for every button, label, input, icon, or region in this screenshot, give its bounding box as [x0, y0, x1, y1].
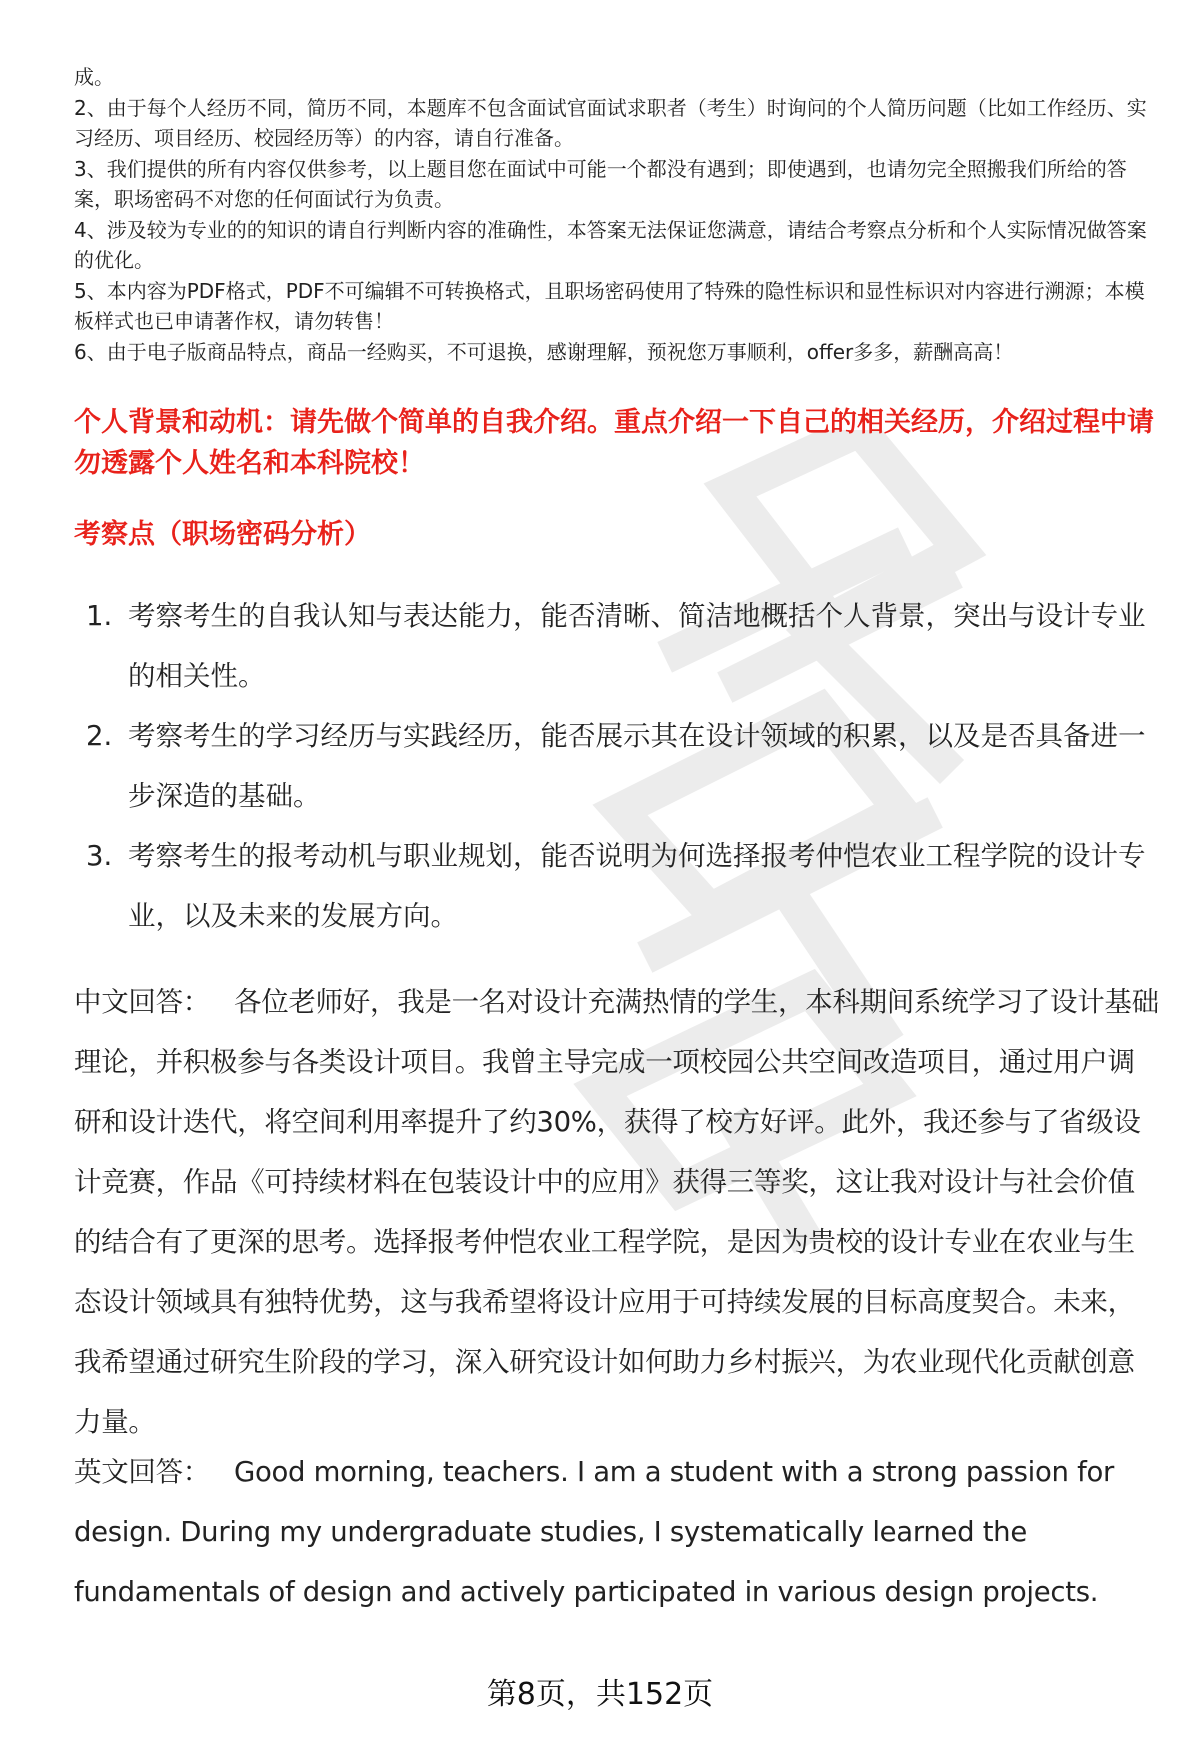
- assessment-point: [74, 586, 1159, 706]
- english-answer-label: 英文回答：: [74, 1456, 210, 1488]
- note-item: 成。: [74, 65, 114, 89]
- english-answer-text: Good morning, teachers. I am a student with a strong passion for design. During my undergraduate studies, I systematically learned the fundamentals of design and actively participated in various design projects.: [74, 1456, 1115, 1608]
- note-item: 2、由于每个人经历不同，简历不同，本题库不包含面试官面试求职者（考生）时询问的个人简历问题（比如工作经历、实习经历、项目经历、校园经历等）的内容，请自行准备。: [74, 95, 1147, 150]
- question-heading: 个人背景和动机：请先做个简单的自我介绍。重点介绍一下自己的相关经历，介绍过程中请勿透露个人姓名和本科院校！: [74, 407, 1154, 479]
- point-text: 考察考生的报考动机与职业规划，能否说明为何选择报考仲恺农业工程学院的设计专业，以及未来的发展方向。: [128, 840, 1146, 932]
- note-item: 5、本内容为PDF格式，PDF不可编辑不可转换格式，且职场密码使用了特殊的隐性标识和显性标识对内容进行溯源；本模板样式也已申请著作权，请勿转售！: [74, 278, 1145, 333]
- disclaimer-notes: [74, 62, 1159, 367]
- chinese-answer: [74, 972, 1159, 1452]
- page-content: [74, 62, 1159, 1608]
- assessment-point: [74, 706, 1159, 826]
- point-number: 3.: [86, 840, 113, 872]
- english-answer: [74, 1442, 1159, 1622]
- note-item: 3、我们提供的所有内容仅供参考，以上题目您在面试中可能一个都没有遇到；即使遇到，也请勿完全照搬我们所给的答案，职场密码不对您的任何面试行为负责。: [74, 156, 1127, 211]
- point-number: 2.: [86, 720, 113, 752]
- point-text: 考察考生的自我认知与表达能力，能否清晰、简洁地概括个人背景，突出与设计专业的相关性。: [128, 600, 1146, 692]
- page-number-footer: 第8页，共152页: [486, 1677, 714, 1712]
- note-item: 6、由于电子版商品特点，商品一经购买，不可退换，感谢理解，预祝您万事顺利，offer多多，薪酬高高！: [74, 339, 1014, 364]
- assessment-points-heading: 考察点（职场密码分析）: [74, 519, 371, 550]
- chinese-answer-label: 中文回答：: [74, 986, 210, 1018]
- assessment-points-list: [74, 586, 1159, 946]
- note-item: 4、涉及较为专业的的知识的请自行判断内容的准确性，本答案无法保证您满意，请结合考察点分析和个人实际情况做答案的优化。: [74, 217, 1147, 272]
- point-number: 1.: [86, 600, 113, 632]
- chinese-answer-text: 各位老师好，我是一名对设计充满热情的学生，本科期间系统学习了设计基础理论，并积极参与各类设计项目。我曾主导完成一项校园公共空间改造项目，通过用户调研和设计迭代，将空间利用率提升了约30%，获得了校方好评。此外，我还参与了省级设计竞赛，作品《可持续材料在包装设计中的应用》获得三等奖，这让我对设计与社会价值的结合有了更深的思考。选择报考仲恺农业工程学院，是因为贵校的设计专业在农业与生态设计领域具有独特优势，这与我希望将设计应用于可持续发展的目标高度契合。未来，我希望通过研究生阶段的学习，深入研究设计如何助力乡村振兴，为农业现代化贡献创意力量。: [74, 986, 1159, 1438]
- point-text: 考察考生的学习经历与实践经历，能否展示其在设计领域的积累，以及是否具备进一步深造的基础。: [128, 720, 1146, 812]
- assessment-point: [74, 826, 1159, 946]
